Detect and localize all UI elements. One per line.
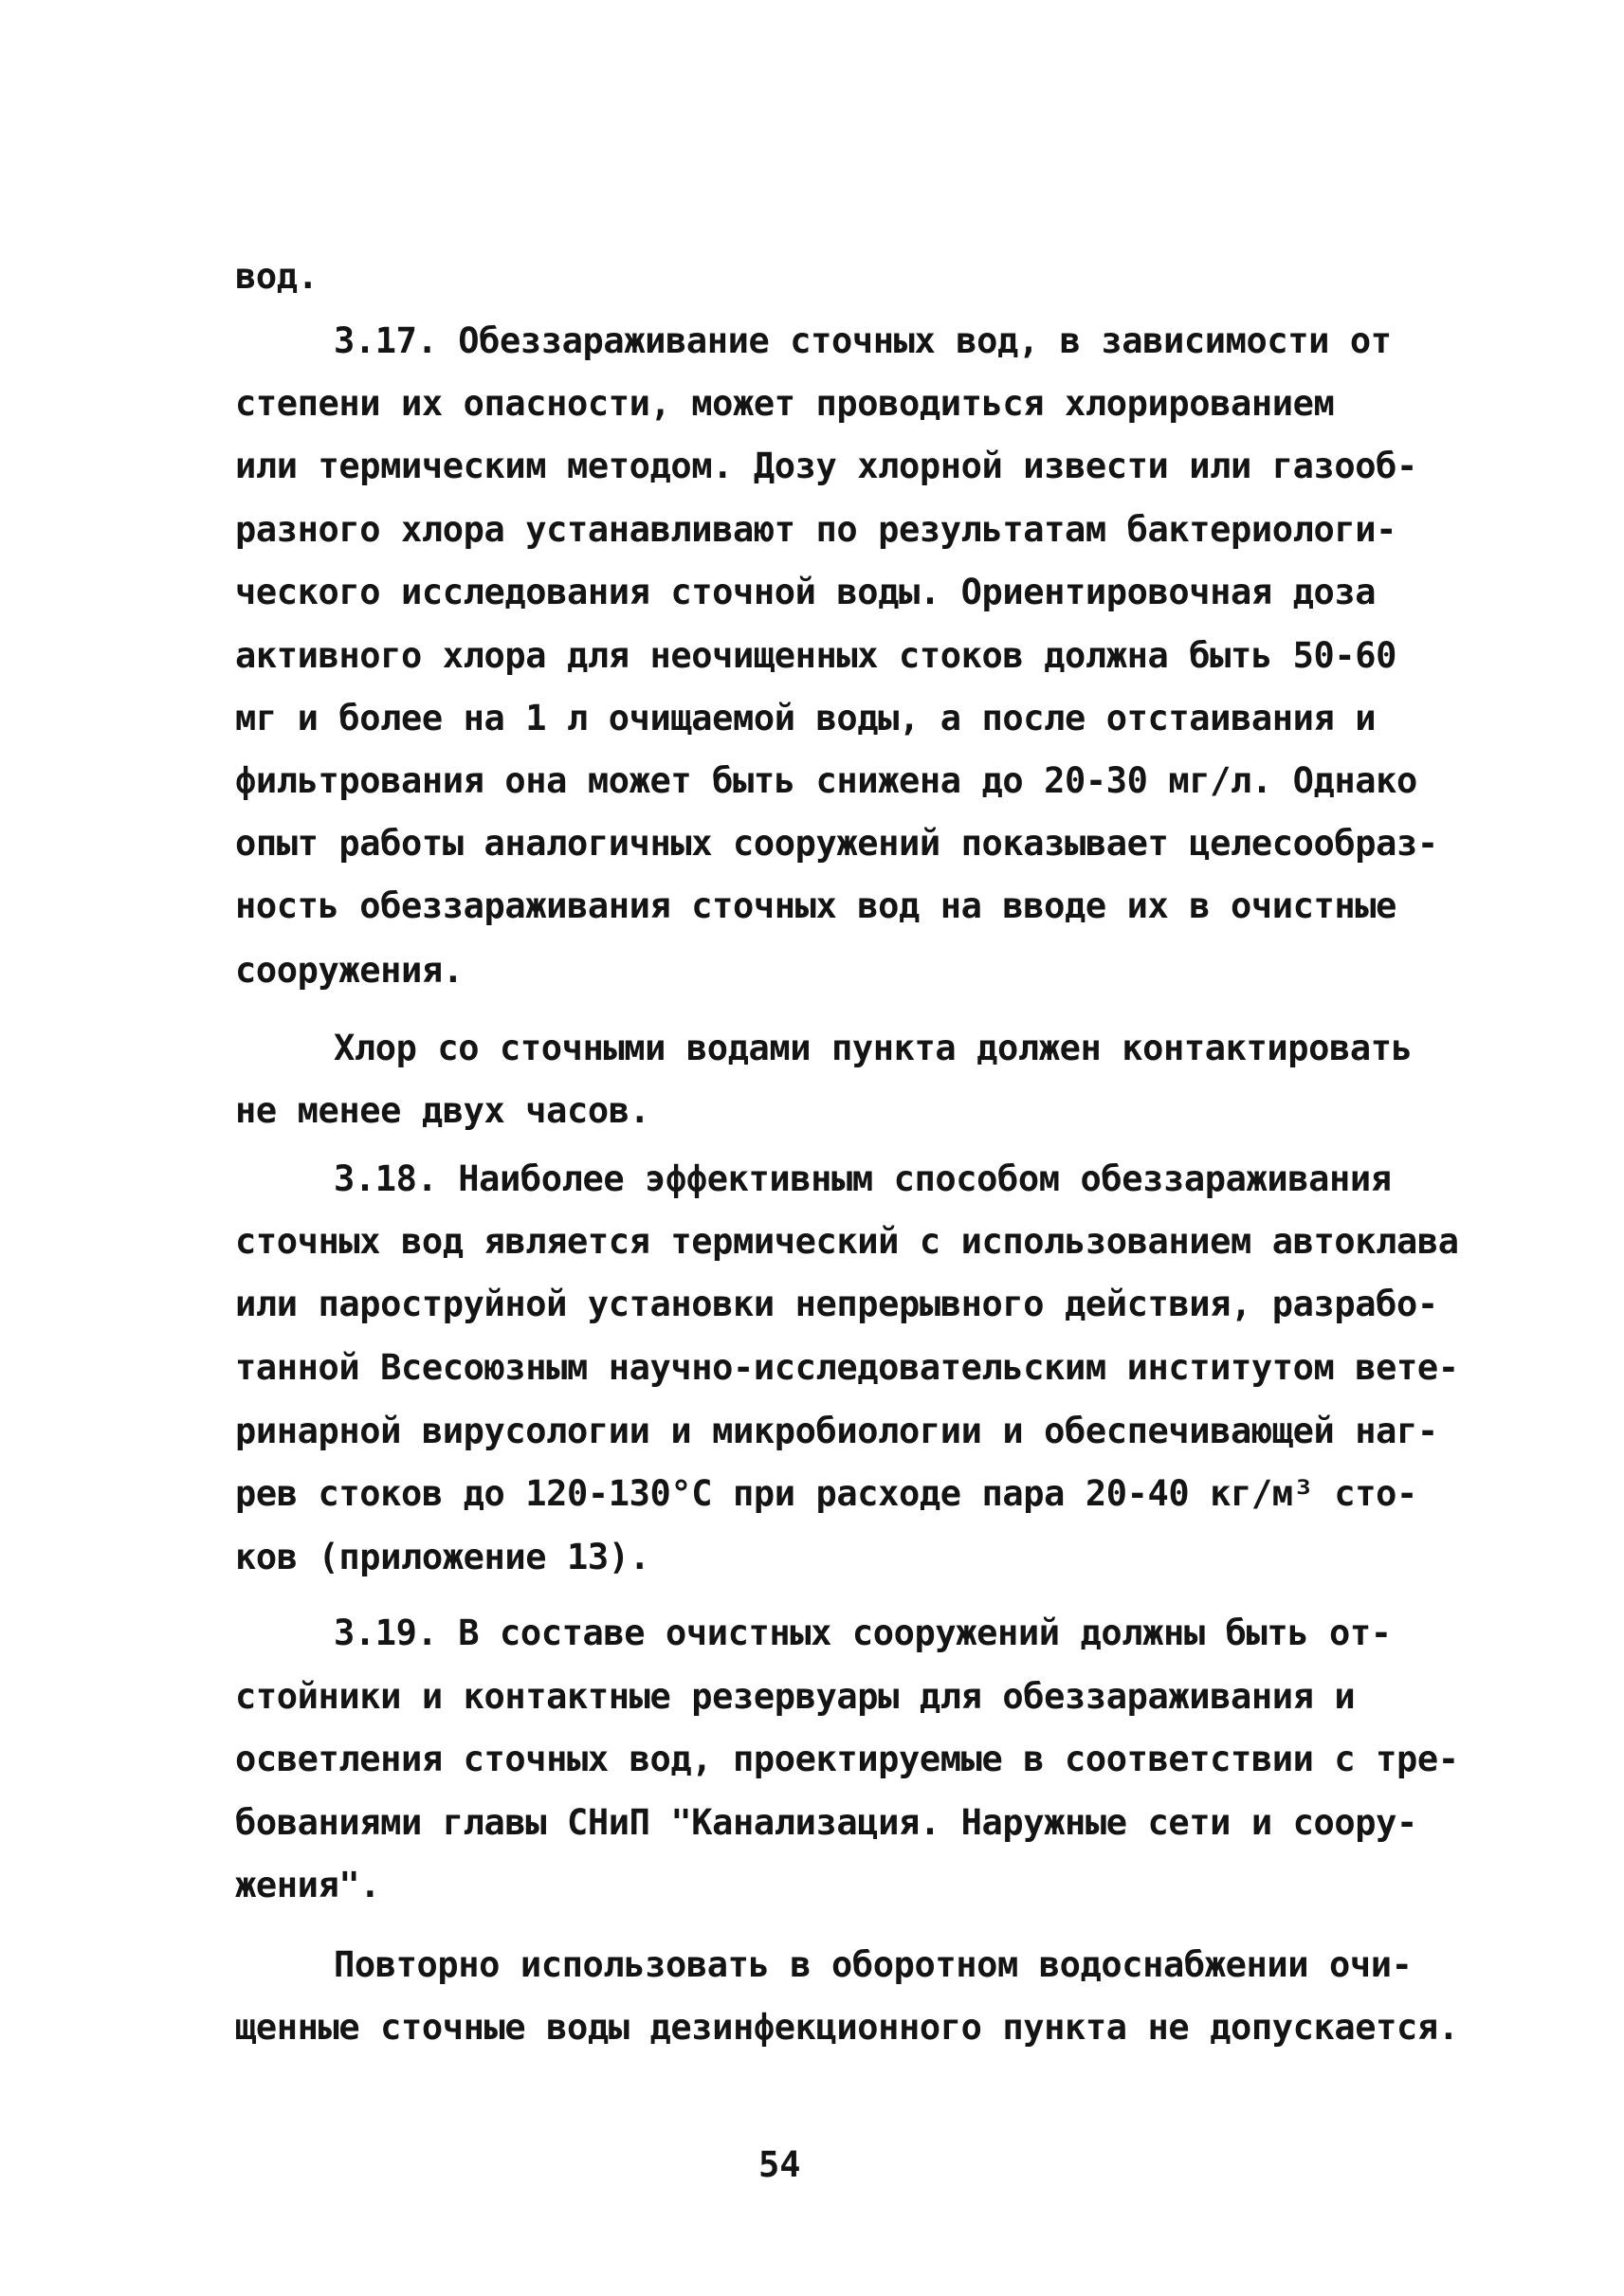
text-line: сооружения. — [235, 950, 464, 991]
text-line: жения". — [235, 1865, 381, 1905]
paragraph-chlorine-line: Хлор со сточными водами пункта должен контактировать — [334, 1028, 1413, 1068]
text-line: сточных вод является термический с использованием автоклава — [235, 1221, 1459, 1262]
text-line: осветления сточных вод, проектируемые в соответствии с тре- — [235, 1739, 1459, 1779]
text-line: рев стоков до 120-130°С при расходе пара 20-40 кг/м³ сто- — [235, 1473, 1417, 1514]
paragraph-3-19-heading-line: 3.19. В составе очистных сооружений должны быть от- — [334, 1613, 1392, 1653]
text-line: вод. — [235, 256, 319, 297]
text-line: не менее двух часов. — [235, 1090, 650, 1131]
text-line: мг и более на 1 л очищаемой воды, а после отстаивания и — [235, 698, 1377, 738]
text-line: стойники и контактные резервуары для обеззараживания и — [235, 1676, 1356, 1717]
text-line: танной Всесоюзным научно-исследовательским институтом вете- — [235, 1347, 1459, 1388]
paragraph-3-18-heading-line: 3.18. Наиболее эффективным способом обеззараживания — [334, 1158, 1392, 1199]
text-line: ринарной вирусологии и микробиологии и обеспечивающей наг- — [235, 1411, 1438, 1451]
text-line: или термическим методом. Дозу хлорной извести или газооб- — [235, 446, 1417, 486]
text-line: степени их опасности, может проводиться хлорированием — [235, 383, 1335, 424]
text-line: ков (приложение 13). — [235, 1537, 650, 1577]
text-line: ческого исследования сточной воды. Ориентировочная доза — [235, 572, 1377, 612]
text-line: опыт работы аналогичных сооружений показывает целесообраз- — [235, 823, 1438, 864]
text-line: щенные сточные воды дезинфекционного пункта не допускается. — [235, 2007, 1459, 2048]
text-line: бованиями главы СНиП "Канализация. Наружные сети и соору- — [235, 1802, 1417, 1843]
text-line: ность обеззараживания сточных вод на вводе их в очистные — [235, 885, 1397, 926]
text-line: или пароструйной установки непрерывного действия, разрабо- — [235, 1284, 1438, 1324]
page-number: 54 — [758, 2144, 801, 2185]
text-line: фильтрования она может быть снижена до 20-30 мг/л. Однако — [235, 760, 1417, 801]
text-line: разного хлора устанавливают по результатам бактериологи- — [235, 509, 1397, 550]
paragraph-3-17-heading-line: 3.17. Обеззараживание сточных вод, в зависимости от — [334, 320, 1392, 361]
text-line: активного хлора для неочищенных стоков должна быть 50-60 — [235, 635, 1397, 676]
paragraph-reuse-line: Повторно использовать в оборотном водоснабжении очи- — [334, 1944, 1413, 1985]
